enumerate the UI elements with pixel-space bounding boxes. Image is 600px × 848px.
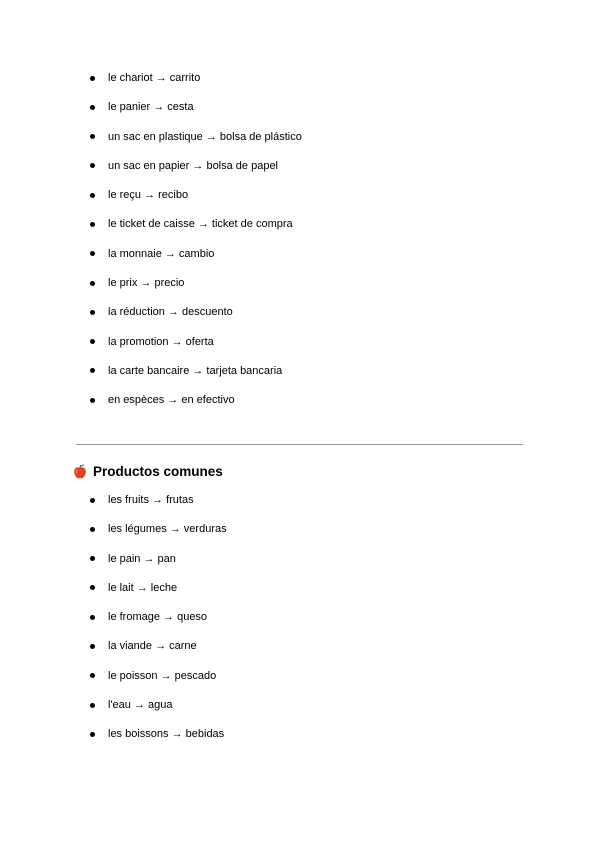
- list-item: [0, 275, 600, 304]
- list-item-text: le chariot → carrito: [108, 72, 201, 84]
- section-heading: [72, 463, 223, 481]
- list-item: [0, 392, 600, 421]
- bullet-icon: [90, 310, 95, 315]
- bullet-icon: [90, 76, 95, 81]
- list-item: [0, 668, 600, 697]
- list-item-text: les boissons → bebidas: [108, 728, 225, 741]
- list-item: [0, 70, 600, 99]
- list-item-text: le reçu → recibo: [108, 189, 189, 202]
- list-item-text: en espèces → en efectivo: [108, 394, 235, 407]
- horizontal-divider: [76, 444, 523, 445]
- bullet-icon: [90, 498, 95, 503]
- list-item: [0, 492, 600, 521]
- list-item: [0, 609, 600, 638]
- list-item-text: le fromage → queso: [108, 611, 208, 624]
- list-item: [0, 158, 600, 187]
- list-item: [0, 638, 600, 667]
- list-item: [0, 697, 600, 726]
- list-item: [0, 551, 600, 580]
- bullet-icon: [90, 673, 95, 678]
- list-item-text: les légumes → verduras: [108, 523, 227, 536]
- bullet-icon: [90, 134, 95, 139]
- bullet-icon: [90, 163, 95, 168]
- bullet-icon: [90, 251, 95, 256]
- list-item: [0, 187, 600, 216]
- bullet-icon: [90, 556, 95, 561]
- list-item: [0, 304, 600, 333]
- list-item-text: la réduction → descuento: [108, 306, 233, 319]
- list-item: [0, 334, 600, 363]
- bullet-icon: [90, 703, 95, 708]
- list-item: [0, 99, 600, 128]
- bullet-icon: [90, 644, 95, 649]
- list-item-text: le poisson → pescado: [108, 669, 217, 682]
- bullet-icon: [90, 281, 95, 286]
- bullet-icon: [90, 339, 95, 344]
- list-item-text: la monnaie → cambio: [108, 247, 215, 260]
- list-item-text: un sac en papier → bolsa de papel: [108, 159, 279, 172]
- bullet-icon: [90, 585, 95, 590]
- list-item: [0, 129, 600, 158]
- apple-icon: [72, 463, 88, 479]
- bullet-icon: [90, 222, 95, 227]
- list-item: [0, 726, 600, 755]
- list-item-text: le pain → pan: [108, 552, 176, 565]
- list-item-text: les fruits → frutas: [108, 494, 194, 506]
- list-item-text: le lait → leche: [108, 581, 178, 594]
- bullet-icon: [90, 368, 95, 373]
- bullet-icon: [90, 615, 95, 620]
- list-item-text: le ticket de caisse → ticket de compra: [108, 218, 293, 231]
- list-item: [0, 246, 600, 275]
- bullet-icon: [90, 105, 95, 110]
- section-title: Productos comunes: [93, 464, 223, 479]
- vocabulary-list-shopping: [0, 70, 600, 422]
- bullet-icon: [90, 398, 95, 403]
- list-item-text: la promotion → oferta: [108, 335, 214, 348]
- list-item: [0, 216, 600, 245]
- vocabulary-list-products: [0, 492, 600, 756]
- list-item: [0, 363, 600, 392]
- list-item-text: l'eau → agua: [108, 699, 173, 712]
- bullet-icon: [90, 732, 95, 737]
- list-item: [0, 521, 600, 550]
- list-item-text: la carte bancaire → tarjeta bancaria: [108, 364, 283, 377]
- list-item-text: le panier → cesta: [108, 101, 194, 114]
- list-item-text: un sac en plastique → bolsa de plástico: [108, 130, 302, 143]
- list-item-text: le prix → precio: [108, 277, 185, 290]
- list-item: [0, 580, 600, 609]
- list-item-text: la viande → carne: [108, 640, 197, 653]
- bullet-icon: [90, 527, 95, 532]
- bullet-icon: [90, 193, 95, 198]
